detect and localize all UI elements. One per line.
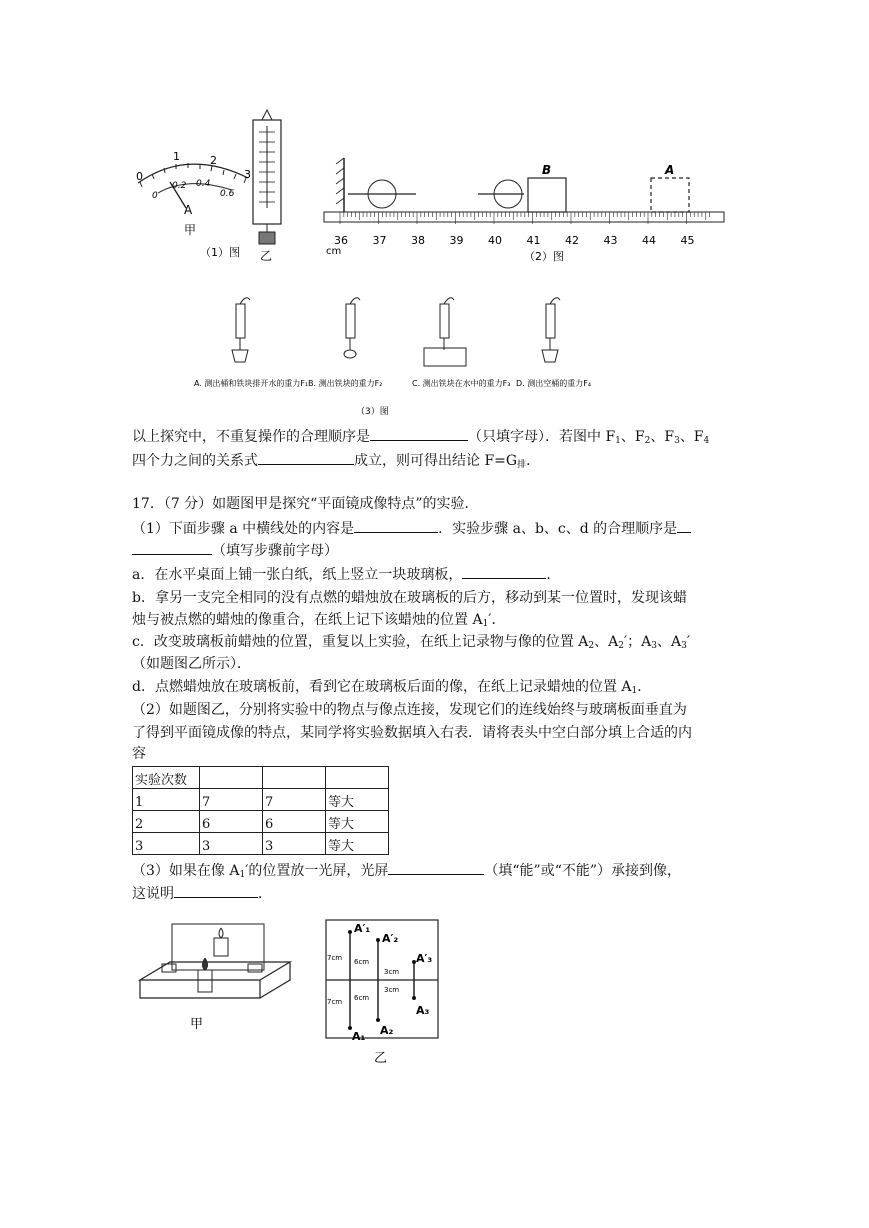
spring-scale-step [424,298,466,366]
figure-4-right-label: 乙 [374,1051,388,1066]
ruler-unit: cm [326,246,342,257]
q17-blank-order-part[interactable] [677,518,691,533]
table-row [133,789,389,811]
table-header-cell-blank[interactable] [200,767,263,789]
figure-1-caption: （1）图 [200,246,240,259]
q17-2-line-1: （2）如题图乙，分别将实验中的物点与像点连接，发现它们的连线始终与玻璃板面垂直为 [132,702,687,718]
table-cell: 7 [263,789,326,811]
step-b-line-2: 烛与被点燃的蜡烛的像重合，在纸上记下该蜡烛的位置 $A_1'$． [132,612,506,629]
table-cell: 等大 [326,833,389,855]
step-b-line-1: b．拿另一支完全相同的没有点燃的蜡烛放在玻璃板的后方，移动到某一位置时，发现该蜡 [132,590,687,606]
ammeter-small-tick-2: 0.4 [196,179,211,189]
block-a-label: A [665,163,675,177]
dist-3cm-bottom: 3cm [384,986,400,994]
q17-3-blank-screen[interactable] [388,860,484,875]
table-cell: 3 [263,833,326,855]
step-c-line-1: c．改变玻璃板前蜡烛的位置，重复以上实验，在纸上记录物与像的位置 $A_2$、$A_2'$；$A_3$、$A_3'$ [132,634,691,651]
mark-a3-prime: A′₃ [416,952,433,965]
block-b-label: B [542,163,552,177]
q16-blank-order[interactable] [370,426,468,441]
table-header-cell-blank[interactable] [326,767,389,789]
dist-3cm-top: 3cm [384,968,400,976]
figure-1 [128,108,308,268]
ruler-label: 44 [642,234,656,247]
q17-2-line-3: 容 [132,746,146,762]
ruler-label: 36 [334,234,348,247]
q17-blank-step-a[interactable] [354,518,438,533]
ruler-and-blocks-diagram [318,150,728,272]
ruler-label: 45 [680,234,695,247]
figure-4-right [322,916,442,1066]
table-cell: 1 [133,789,200,811]
table-row [133,811,389,833]
ruler-label: 43 [603,234,618,247]
dist-6cm-top: 6cm [354,958,370,966]
step-d: d．点燃蜡烛放在玻璃板前，看到它在玻璃板后面的像，在纸上记录蜡烛的位置 $A_1$． [132,679,652,696]
q17-title: 17．（7 分）如题图甲是探究“平面镜成像特点”的实验． [132,496,479,512]
spring-scale-step [344,298,360,358]
q17-1-line-2: （填写步骤前字母） [132,540,338,561]
figure-3-caption-d: D. 测出空桶的重力F₄ [516,379,592,388]
ammeter-tick-3: 3 [244,168,251,181]
figure-2-caption: （2）图 [524,250,564,263]
buoyancy-steps-diagram [190,290,592,420]
figure-3-caption-a: A. 测出桶和铁块排开水的重力F₁ [194,379,309,388]
table-cell: 6 [263,811,326,833]
ruler-label: 37 [372,234,387,247]
dist-7cm-bottom: 7cm [327,998,343,1006]
ammeter-small-tick-0: 0 [152,191,158,201]
ammeter-unit: A [184,203,193,217]
table-cell: 3 [133,833,200,855]
ruler-label: 42 [565,234,579,247]
mark-a2-prime: A′₂ [382,932,399,945]
mark-a3: A₃ [416,1004,430,1017]
spring-scale-label: 乙 [260,249,273,263]
q17-2-line-2: 了得到平面镜成像的特点，某同学将实验数据填入右表．请将表头中空白部分填上合适的内 [132,725,692,741]
ammeter-tick-2: 2 [210,154,217,167]
mark-a1-prime: A′₁ [354,922,371,935]
ammeter-label: 甲 [184,223,197,237]
figure-4-left [132,916,297,1036]
mark-a2: A₂ [380,1024,394,1037]
table-cell: 3 [200,833,263,855]
table-cell: 2 [133,811,200,833]
dist-6cm-bottom: 6cm [354,994,370,1002]
spring-scale-step [232,298,250,362]
ruler-label: 40 [488,234,502,247]
mirror-setup-diagram [132,916,297,1036]
step-a-blank[interactable] [462,564,546,579]
q17-blank-order[interactable] [132,540,212,555]
q16-line-1: 以上探究中，不重复操作的合理顺序是 （只填字母）．若图中 $F_1$、$F_2$、$F_3$、$F_4$ [132,426,709,451]
q16-blank-relation[interactable] [258,450,354,465]
mark-a1: A₁ [352,1030,366,1043]
ruler-label: 38 [411,234,425,247]
table-cell: 等大 [326,811,389,833]
step-a: a．在水平桌面上铺一张白纸，纸上竖立一块玻璃板， ． [132,564,560,585]
ammeter-and-spring-scale-diagram [128,108,308,268]
q17-1-line: （1）下面步骤 a 中横线处的内容是 ．实验步骤 a、b、c、d 的合理顺序是 [132,518,691,539]
figure-2 [318,150,728,272]
dist-7cm-top: 7cm [327,954,343,962]
table-header-cell: 实验次数 [133,767,200,789]
table-header-cell-blank[interactable] [263,767,326,789]
table-cell: 6 [200,811,263,833]
ammeter-tick-0: 0 [136,170,143,183]
figure-3-caption-b: B. 测出铁块的重力F₂ [308,379,383,388]
table-cell: 等大 [326,789,389,811]
spring-scale-step [542,298,560,362]
ruler-label: 41 [526,234,541,247]
q17-3-blank-reason[interactable] [174,883,258,898]
figure-3 [190,290,592,420]
q16-line-2: 四个力之间的关系式 成立，则可得出结论 $F=G_排$． [132,450,540,475]
figure-3-caption-c: C. 测出铁块在水中的重力F₃ [412,379,511,388]
ruler-label: 39 [449,234,464,247]
ammeter-small-tick-3: 0.6 [220,189,235,199]
step-c-line-2: （如题图乙所示）． [132,656,251,672]
figure-3-caption: （3）图 [356,407,389,417]
ammeter-small-tick-1: 0.2 [172,181,187,191]
table-cell: 7 [200,789,263,811]
figure-4-left-label: 甲 [190,1017,204,1032]
q17-3-line-2: 这说明 ． [132,883,272,904]
table-header-row [133,767,389,789]
experiment-table [132,766,389,855]
ammeter-tick-1: 1 [173,150,180,163]
image-positions-diagram [322,916,442,1066]
q17-3-line-1: （3）如果在像 $A_1'$的位置放一光屏，光屏 （填“能”或“不能”）承接到像， [132,860,681,885]
table-row [133,833,389,855]
